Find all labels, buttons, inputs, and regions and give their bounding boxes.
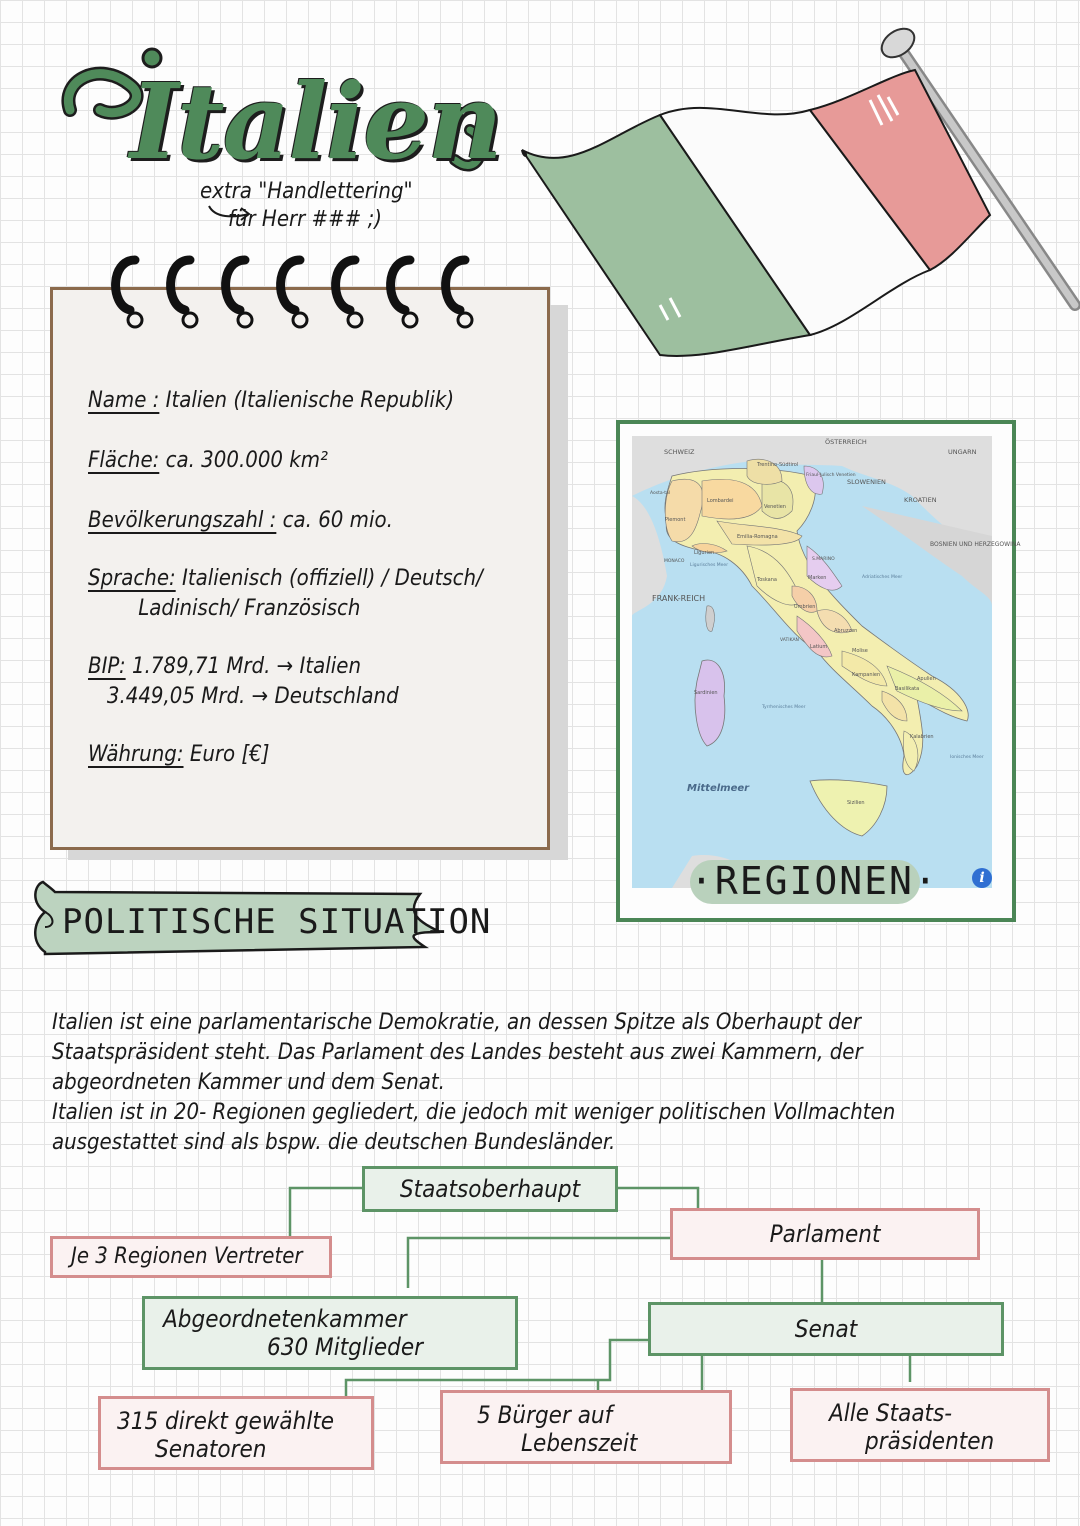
- fact-currency: [88, 740, 269, 770]
- italy-regions-map: [632, 436, 1021, 888]
- fact-card: [50, 287, 550, 850]
- org-sublabel: Senatoren: [155, 1435, 267, 1463]
- org-label: Abgeordnetenkammer: [163, 1305, 407, 1333]
- map-label: VATIKAN: [780, 638, 799, 643]
- map-label: Abruzzen: [834, 628, 858, 634]
- fact-label: Name :: [88, 388, 160, 413]
- map-label: Ligurien: [694, 550, 715, 556]
- map-label: Kampanien: [852, 672, 881, 678]
- fact-gdp: [88, 652, 399, 712]
- org-label: Senat: [794, 1315, 858, 1343]
- fact-value: Euro [€]: [189, 742, 270, 767]
- org-label: Parlament: [769, 1220, 881, 1248]
- map-label: SLOWENIEN: [847, 478, 886, 486]
- map-label: Toskana: [757, 577, 777, 583]
- fact-language: [88, 564, 483, 624]
- map-label: SCHWEIZ: [664, 448, 695, 456]
- map-label: Sizilien: [847, 800, 865, 806]
- spiral-binding-rings: [105, 250, 485, 335]
- map-label: Basilikata: [895, 686, 920, 692]
- map-label: MONACO: [664, 559, 685, 564]
- fact-value: Italien (Italienische Republik): [165, 388, 455, 413]
- map-label: Marken: [808, 575, 827, 581]
- paragraph-line: abgeordneten Kammer und dem Senat.: [52, 1070, 445, 1095]
- map-label: Umbrien: [794, 604, 816, 610]
- map-label: Venetien: [764, 504, 786, 510]
- map-label: Molise: [852, 648, 868, 654]
- fact-value: ca. 300.000 km²: [165, 448, 328, 473]
- org-label: 5 Bürger auf: [477, 1401, 613, 1429]
- map-label: Adriatisches Meer: [862, 575, 903, 580]
- org-life-senators: [440, 1390, 732, 1464]
- org-head-of-state: [362, 1166, 618, 1212]
- paragraph-line: ausgestattet sind als bspw. die deutschen Bundesländer.: [52, 1130, 616, 1155]
- org-elected-senators: [98, 1396, 374, 1470]
- fact-label: BIP:: [88, 654, 126, 679]
- map-label: Latium: [810, 644, 828, 650]
- fact-value: ca. 60 mio.: [282, 508, 393, 533]
- map-label: Ionisches Meer: [950, 755, 984, 760]
- map-label: KROATIEN: [904, 496, 937, 504]
- org-label: 315 direkt gewählte: [117, 1407, 335, 1435]
- map-label: Apulien: [917, 676, 936, 682]
- map-label: Piemont: [665, 517, 686, 523]
- title-text: Italien: [130, 60, 501, 183]
- map-label: Sardinien: [694, 690, 718, 696]
- org-label: Je 3 Regionen Vertreter: [71, 1244, 303, 1269]
- arrow-icon: [205, 198, 255, 228]
- fact-label: Währung:: [88, 742, 184, 767]
- map-label: Friaul-Julisch Venetien: [806, 473, 856, 478]
- org-label: Alle Staats-: [829, 1399, 953, 1427]
- fact-area: [88, 446, 328, 476]
- map-label: Kalabrien: [910, 734, 934, 740]
- map-label: FRANK-REICH: [652, 594, 706, 603]
- section-heading: POLITISCHE SITUATION: [62, 902, 492, 942]
- paragraph-line: Italien ist in 20- Regionen gegliedert, die jedoch mit weniger politischen Vollmachten: [52, 1100, 896, 1125]
- fact-name: [88, 386, 454, 416]
- org-region-representatives: [50, 1236, 332, 1278]
- fact-value: 1.789,71 Mrd. → Italien 3.449,05 Mrd. → Deutschland: [106, 654, 399, 709]
- map-label: Emilia-Romagna: [737, 534, 778, 540]
- map-label: Ligurisches Meer: [690, 563, 729, 568]
- subtitle-line2: für Herr ### ;): [228, 207, 382, 232]
- org-chamber-of-deputies: [142, 1296, 518, 1370]
- fact-label: Fläche:: [88, 448, 160, 473]
- org-senate: [648, 1302, 1004, 1356]
- map-label: Lombardei: [707, 498, 734, 504]
- map-label: UNGARN: [948, 448, 977, 456]
- fact-label: Sprache:: [88, 566, 176, 591]
- map-label: Trentino-Südtirol: [757, 462, 799, 468]
- map-label: Tyrrhenisches Meer: [762, 705, 806, 710]
- org-sublabel: Lebenszeit: [521, 1429, 638, 1457]
- map-caption: ·REGIONEN·: [690, 859, 939, 903]
- fact-label: Bevölkerungszahl :: [88, 508, 277, 533]
- fact-population: [88, 506, 393, 536]
- italian-flag-drawing: [510, 15, 1080, 360]
- map-label: ÖSTERREICH: [825, 438, 867, 446]
- map-label: Mittelmeer: [687, 783, 750, 794]
- info-icon[interactable]: i: [972, 868, 992, 888]
- description-paragraph: [52, 1008, 1012, 1158]
- org-sublabel: 630 Mitglieder: [267, 1333, 424, 1361]
- subtitle-line1: extra "Handlettering": [200, 179, 413, 204]
- org-sublabel: präsidenten: [865, 1427, 995, 1455]
- fact-value: Italienisch (offiziell) / Deutsch/ Ladinisch/ Französisch: [138, 566, 483, 621]
- org-parliament: [670, 1208, 980, 1260]
- map-label: Aosta-tal: [650, 491, 671, 496]
- paragraph-line: Staatspräsident steht. Das Parlament des Landes besteht aus zwei Kammern, der: [52, 1040, 863, 1065]
- paragraph-line: Italien ist eine parlamentarische Demokratie, an dessen Spitze als Oberhaupt der: [52, 1010, 861, 1035]
- org-former-presidents: [790, 1388, 1050, 1462]
- map-label: S.MARINO: [812, 557, 835, 562]
- org-label: Staatsoberhaupt: [399, 1175, 581, 1203]
- map-label: BOSNIEN UND HERZEGOWINA: [930, 541, 1021, 548]
